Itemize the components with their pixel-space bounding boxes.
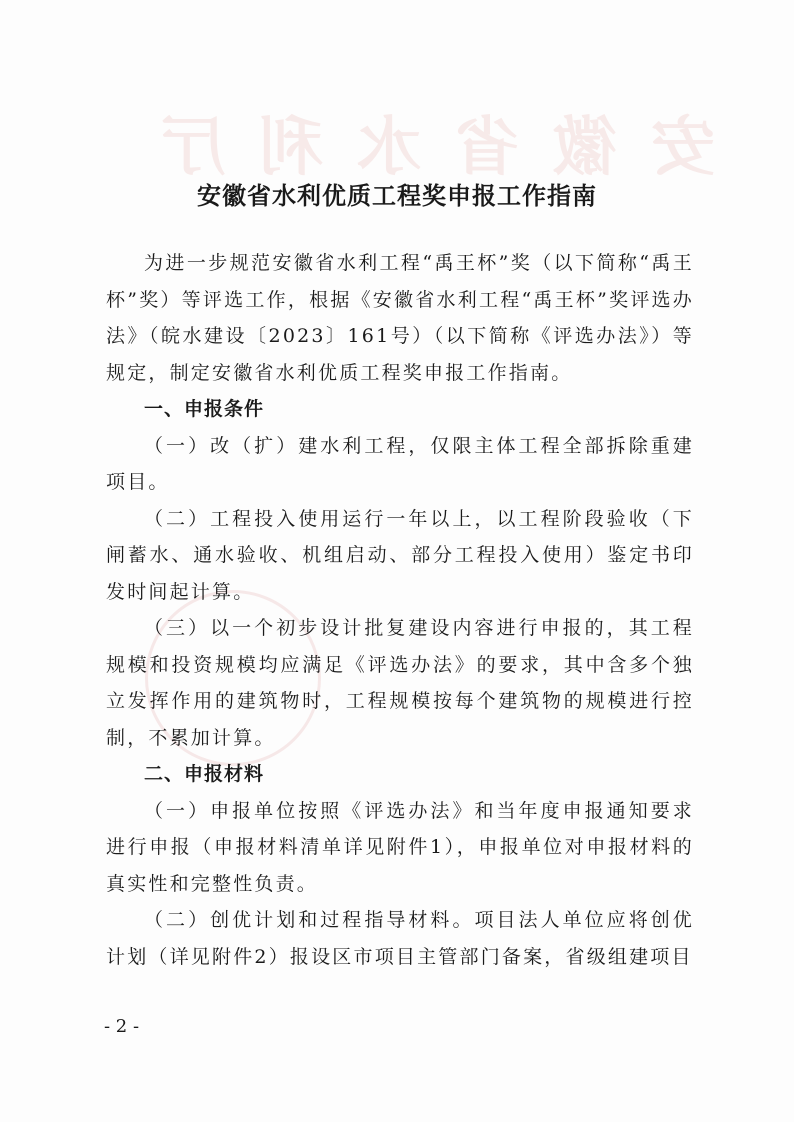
paragraph: （二）工程投入使用运行一年以上，以工程阶段验收（下闸蓄水、通水验收、机组启动、部分工程投入使用）鉴定书印发时间起计算。 <box>106 507 694 603</box>
paragraph: （二）创优计划和过程指导材料。项目法人单位应将创优计划（详见附件2）报设区市项目主管部门备案，省级组建项目 <box>106 909 694 968</box>
paragraph: （一）申报单位按照《评选办法》和当年度申报通知要求进行申报（申报材料清单详见附件1），申报单位对申报材料的真实性和完整性负责。 <box>106 799 694 895</box>
page-title: 安徽省水利优质工程奖申报工作指南 <box>197 182 597 210</box>
page-number: - 2 - <box>104 1016 140 1037</box>
watermark-bleed-through: 安徽省水利厅 <box>127 111 715 185</box>
paragraph: （三）以一个初步设计批复建设内容进行申报的，其工程规模和投资规模均应满足《评选办法》的要求，其中含多个独立发挥作用的建筑物时，工程规模按每个建筑物的规模进行控制，不累加计算。 <box>106 617 694 749</box>
section-heading: 二、申报材料 <box>144 763 265 785</box>
document-body <box>106 245 694 975</box>
paragraph: （一）改（扩）建水利工程，仅限主体工程全部拆除重建项目。 <box>106 434 694 493</box>
section-heading: 一、申报条件 <box>144 398 265 420</box>
intro-paragraph: 为进一步规范安徽省水利工程“禹王杯”奖（以下简称“禹王杯”奖）等评选工作，根据《安徽省水利工程“禹王杯”奖评选办法》（皖水建设〔2023〕161号）（以下简称《评选办法》）等规定，制定安徽省水利优质工程奖申报工作指南。 <box>106 252 694 384</box>
